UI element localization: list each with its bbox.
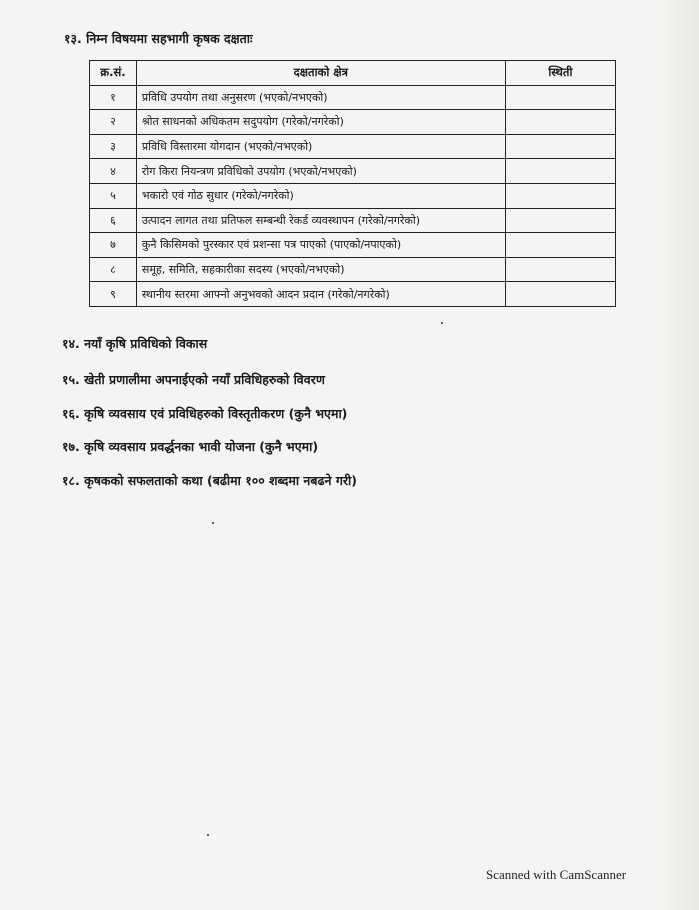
table-row [90,282,616,307]
row-status-cell[interactable] [505,233,615,258]
section-16-heading: १६. कृषि व्यवसाय एवं प्रविधिहरुको विस्तृतीकरण (कुनै भएमा) [62,406,348,421]
row-status-cell[interactable] [505,183,615,208]
row-number: ७ [90,233,137,258]
table-row [90,257,616,282]
row-status-cell[interactable] [505,110,615,135]
section-15-heading: १५. खेती प्रणालीमा अपनाईएको नयाँ प्रविधिहरुको विवरण [62,372,325,387]
section-17-heading: १७. कृषि व्यवसाय प्रवर्द्धनका भावी योजना (कुनै भएमा) [62,439,319,454]
section-13-heading: १३. निम्न विषयमा सहभागी कृषक दक्षताः [64,31,253,46]
row-number: ८ [90,257,137,282]
row-skill-area: उत्पादन लागत तथा प्रतिफल सम्बन्धी रेकर्ड व्यवस्थापन (गरेको/नगरेको) [136,208,505,233]
row-number: १ [90,85,137,110]
row-status-cell[interactable] [505,85,615,110]
table-row [90,183,616,208]
row-skill-area: रोग किरा नियन्त्रण प्रविधिको उपयोग (भएको/नभएको) [136,159,505,184]
row-number: ४ [90,159,137,184]
row-number: २ [90,110,137,135]
table-row [90,134,616,159]
row-skill-area: स्थानीय स्तरमा आफ्नो अनुभवको आदन प्रदान (गरेको/नगरेको) [136,282,505,307]
header-serial-number: क्र.सं. [90,61,137,86]
skills-table [89,60,616,307]
row-number: ६ [90,208,137,233]
table-header-row [90,61,616,86]
row-skill-area: प्रविधि विस्तारमा योगदान (भएको/नभएको) [136,134,505,159]
row-skill-area: कुनै किसिमको पुरस्कार एवं प्रशन्सा पत्र पाएको (पाएको/नपाएको) [136,233,505,258]
scanner-watermark: Scanned with CamScanner [486,867,627,882]
row-number: ३ [90,134,137,159]
row-status-cell[interactable] [505,134,615,159]
scan-speck [207,834,209,836]
table-row [90,233,616,258]
row-skill-area: प्रविधि उपयोग तथा अनुसरण (भएको/नभएको) [136,85,505,110]
row-status-cell[interactable] [505,257,615,282]
row-skill-area: भकारो एवं गोठ सुधार (गरेको/नगरेको) [136,183,505,208]
scan-speck [212,522,214,524]
row-skill-area: समूह, समिति, सहकारीका सदस्य (भएको/नभएको) [136,257,505,282]
scan-speck [441,322,443,324]
row-status-cell[interactable] [505,159,615,184]
header-skill-area: दक्षताको क्षेत्र [136,61,505,86]
row-skill-area: श्रोत साधनको अधिकतम सदुपयोग (गरेको/नगरेको) [136,110,505,135]
row-number: ९ [90,282,137,307]
header-status: स्थिती [505,61,615,86]
table-row [90,110,616,135]
table-row [90,208,616,233]
table-row [90,159,616,184]
row-number: ५ [90,183,137,208]
row-status-cell[interactable] [505,208,615,233]
section-14-heading: १४. नयाँ कृषि प्रविधिको विकास [62,336,208,351]
row-status-cell[interactable] [505,282,615,307]
section-18-heading: १८. कृषकको सफलताको कथा (बढीमा १०० शब्दमा नबढने गरी) [62,473,357,488]
scan-edge-shadow [659,0,699,910]
table-row [90,85,616,110]
